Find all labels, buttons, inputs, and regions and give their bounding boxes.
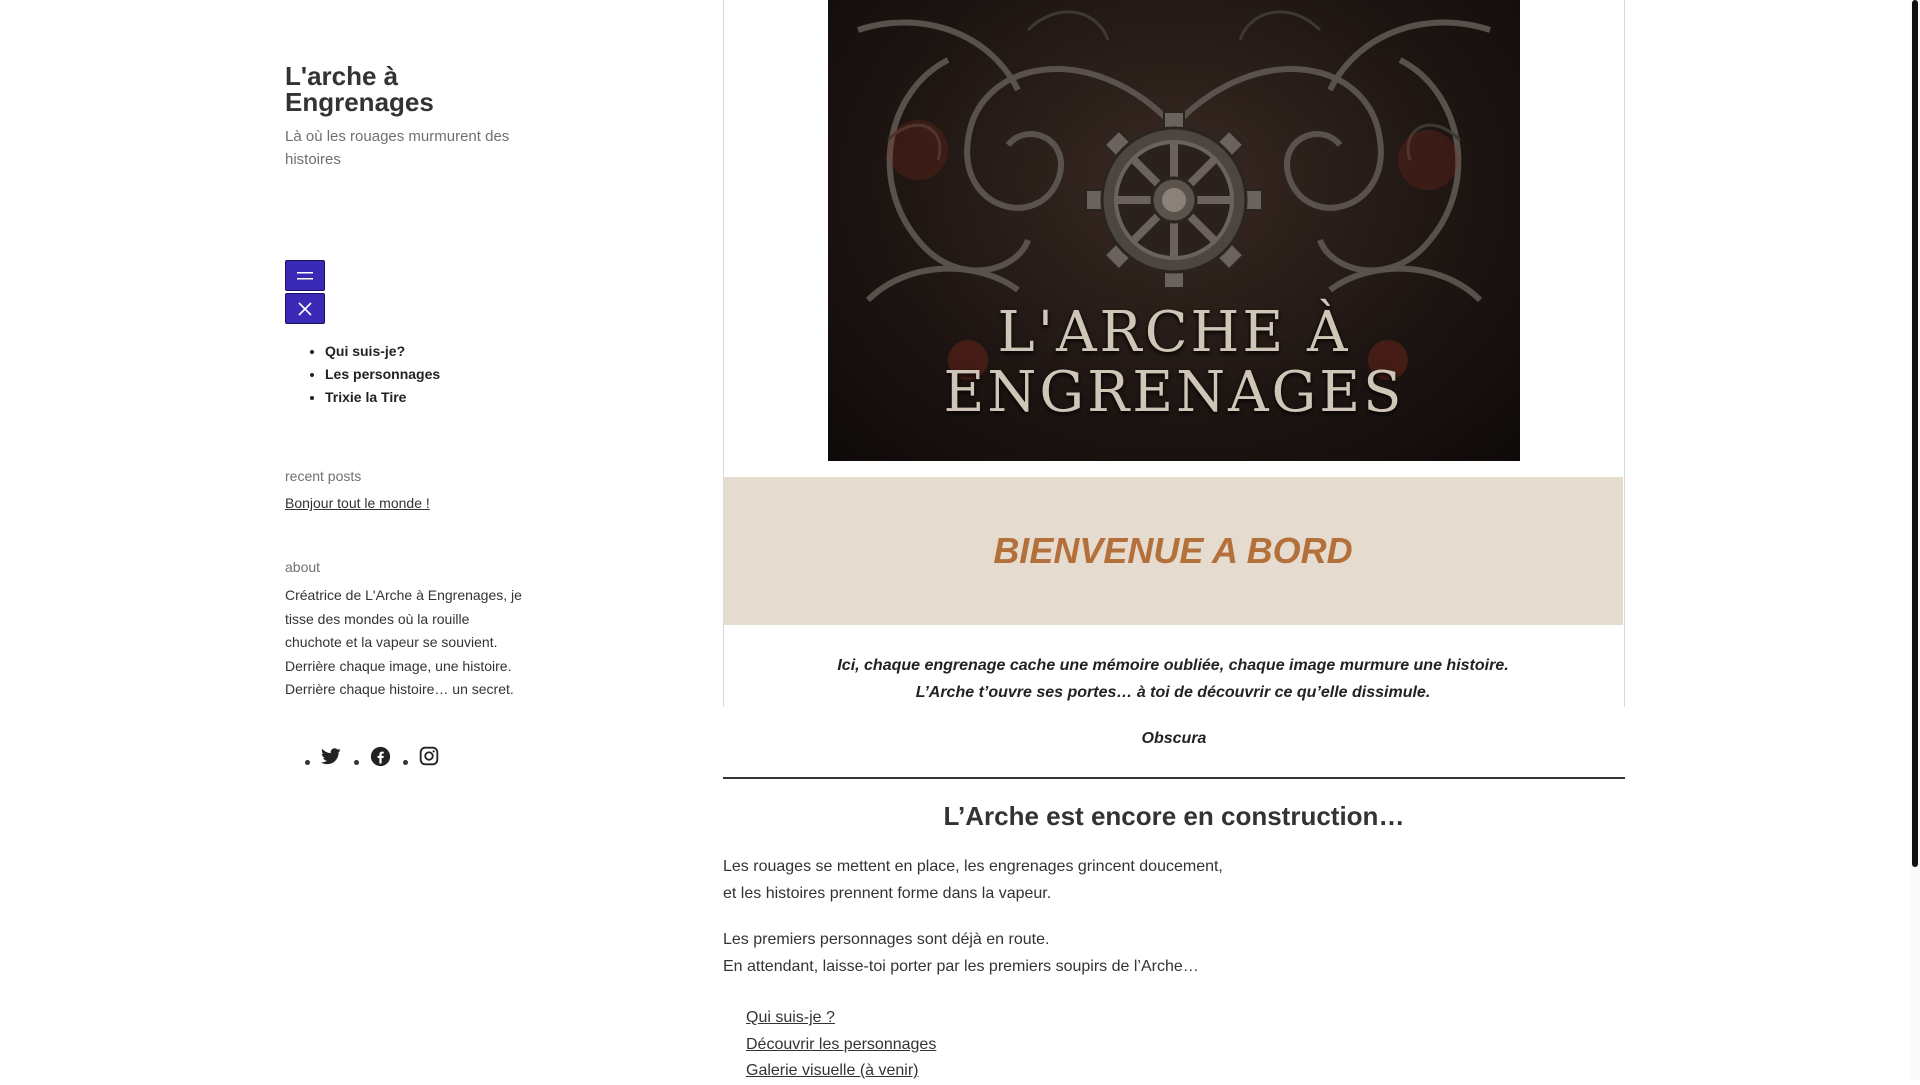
site-title[interactable]: L'arche à Engrenages xyxy=(285,61,434,117)
facebook-icon[interactable] xyxy=(369,745,391,767)
hero-logo-line2: ENGRENAGES xyxy=(943,360,1405,425)
twitter-icon[interactable] xyxy=(320,745,342,767)
hero-logo-line1: L'ARCHE À xyxy=(997,300,1351,365)
list-bullet xyxy=(305,760,310,765)
link-qui-suis-je[interactable]: Qui suis-je ? xyxy=(746,1009,835,1026)
list-bullet xyxy=(354,760,359,765)
welcome-title: BIENVENUE A BORD xyxy=(993,530,1353,571)
intro-line-2: L’Arche t’ouvre ses portes… à toi de découvrir ce qu’elle dissimule. xyxy=(915,684,1431,701)
hamburger-icon xyxy=(296,270,314,282)
paragraph-1-line-2: et les histoires prennent forme dans la vapeur. xyxy=(723,884,1052,902)
close-icon xyxy=(297,301,313,317)
link-personnages[interactable]: Découvrir les personnages xyxy=(746,1035,937,1053)
scrollbar-thumb[interactable] xyxy=(1912,0,1918,867)
intro-line-1: Ici, chaque engrenage cache une mémoire oubliée, chaque image murmure une histoire. xyxy=(837,657,1509,674)
instagram-icon[interactable] xyxy=(418,745,440,767)
menu-close-button[interactable] xyxy=(285,293,325,324)
nav-item-qui-suis-je xyxy=(325,340,440,363)
menu-toggle-button[interactable] xyxy=(285,260,325,291)
recent-posts-title: recent posts xyxy=(285,468,362,484)
nav-link-personnages[interactable]: Les personnages xyxy=(325,366,441,382)
nav-link-trixie[interactable]: Trixie la Tire xyxy=(325,389,407,405)
about-text: Créatrice de L'Arche à Engrenages, je tisse des mondes où la rouille chuchote et la vapeur se souvient. Derrière chaque image, une histoire. Derrière chaque histoire… un secret. xyxy=(285,587,522,697)
social-links xyxy=(305,745,452,767)
recent-post-link[interactable]: Bonjour tout le monde ! xyxy=(285,495,430,511)
list-item xyxy=(746,1058,936,1085)
paragraph-2 xyxy=(723,927,1423,980)
paragraph-1-line-1: Les rouages se mettent en place, les engrenages grincent doucement, xyxy=(723,858,1223,875)
list-item xyxy=(746,1032,936,1059)
paragraph-1 xyxy=(723,854,1423,907)
paragraph-2-line-2: En attendant, laisse-toi porter par les premiers soupirs de l’Arche… xyxy=(723,957,1199,975)
content-links xyxy=(746,1005,936,1085)
nav-link-qui-suis-je[interactable]: Qui suis-je? xyxy=(325,343,406,359)
link-galerie[interactable]: Galerie visuelle (à venir) xyxy=(746,1062,919,1079)
welcome-banner xyxy=(723,477,1623,625)
site-description: Là où les rouages murmurent des histoires xyxy=(285,128,510,168)
list-bullet xyxy=(403,760,408,765)
paragraph-2-line-1: Les premiers personnages sont déjà en route. xyxy=(723,931,1050,948)
signature: Obscura xyxy=(1141,730,1207,747)
about-title: about xyxy=(285,559,321,575)
intro-text xyxy=(723,652,1623,706)
primary-nav xyxy=(285,340,440,409)
section-title: L’Arche est encore en construction… xyxy=(943,801,1405,831)
scrollbar-track[interactable] xyxy=(1910,0,1920,1080)
hero-image xyxy=(828,0,1520,461)
nav-item-personnages xyxy=(325,363,440,386)
divider xyxy=(723,777,1625,779)
nav-item-trixie xyxy=(325,386,440,409)
list-item xyxy=(746,1005,936,1032)
